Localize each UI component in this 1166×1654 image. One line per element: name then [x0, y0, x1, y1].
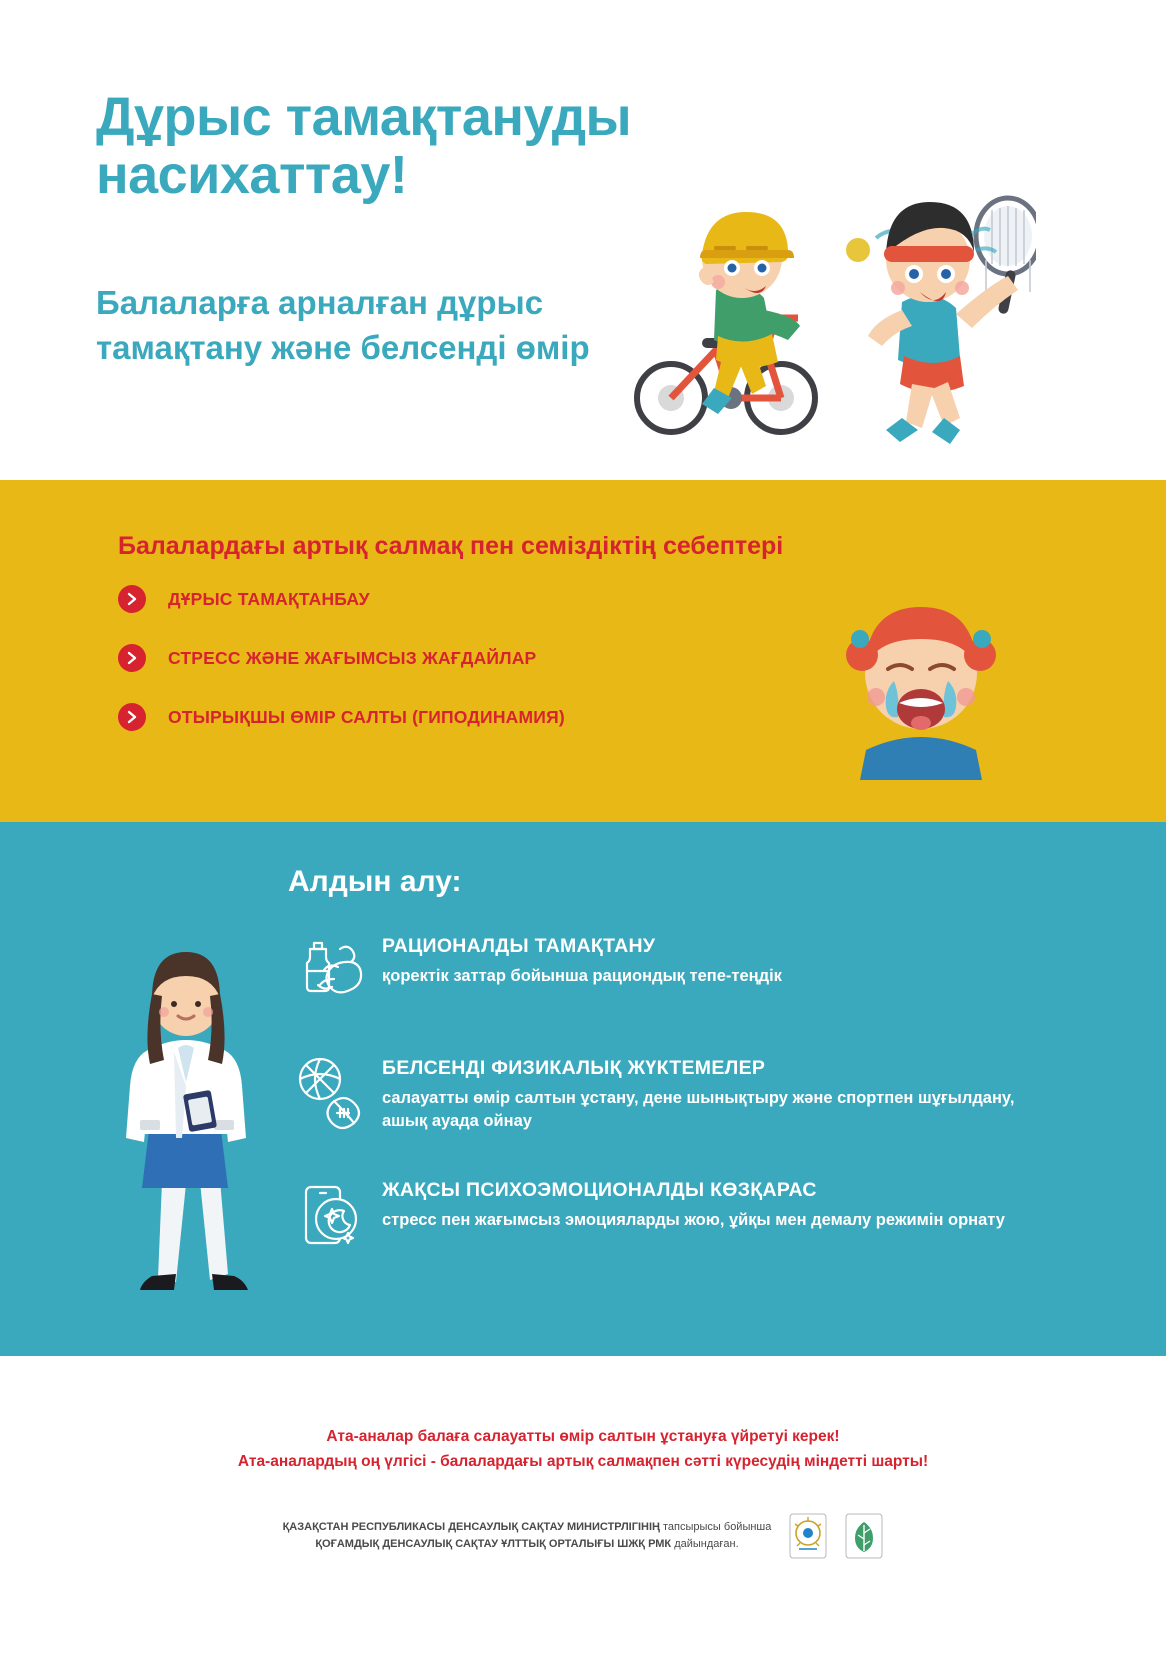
- chevron-right-icon: [118, 644, 146, 672]
- footer-credit: [0, 1513, 1166, 1559]
- page-title: Дұрыс тамақтануды насихаттау!: [96, 87, 632, 205]
- prevention-item-title: ЖАҚСЫ ПСИХОЭМОЦИОНАЛДЫ КӨЗҚАРАС: [382, 1179, 817, 1201]
- cause-label: ОТЫРЫҚШЫ ӨМІР САЛТЫ (ГИПОДИНАМИЯ): [168, 706, 565, 727]
- causes-section: [0, 480, 1166, 822]
- doctor-illustration: [90, 932, 280, 1332]
- cause-item: [118, 585, 878, 613]
- sleep-phone-icon: [288, 1173, 374, 1259]
- credit-text: [283, 1519, 772, 1553]
- credit-line2-thin: дайындаған.: [671, 1538, 739, 1550]
- kazakhstan-emblem-icon: [789, 1513, 827, 1559]
- prevention-item-desc: қоректік заттар бойынша рациондық тепе-теңдік: [382, 967, 782, 985]
- cause-item: [118, 703, 878, 731]
- prevention-item: [288, 927, 1078, 1015]
- crying-girl-illustration: [836, 585, 1006, 780]
- prevention-item: [288, 1049, 1078, 1137]
- footer-section: [0, 1356, 1166, 1654]
- header-section: [0, 0, 1166, 480]
- credit-line1-thin: тапсырысы бойынша: [659, 1521, 772, 1533]
- prevention-item-desc: салауатты өмір салтын ұстану, дене шынықтыру және спортпен шұғылдану, ашық ауада ойнау: [382, 1089, 1015, 1130]
- prevention-item-desc: стресс пен жағымсыз эмоцияларды жою, ұйқы мен демалу режимін орнату: [382, 1211, 1005, 1229]
- prevention-item: [288, 1171, 1078, 1259]
- prevention-heading: Алдын алу:: [288, 865, 462, 898]
- chevron-right-icon: [118, 585, 146, 613]
- footer-note-line2: Ата-аналардың оң үлгісі - балалардағы артық салмақпен сәтті күресудің міндетті шарты!: [237, 1453, 929, 1470]
- credit-line1-bold: ҚАЗАҚСТАН РЕСПУБЛИКАСЫ ДЕНСАУЛЫҚ САҚТАУ МИНИСТРЛІГІНІҢ: [282, 1521, 660, 1533]
- causes-list: [118, 585, 878, 762]
- chevron-right-icon: [118, 703, 146, 731]
- prevention-section: [0, 822, 1166, 1356]
- page-subtitle: Балаларға арналған дұрыс тамақтану және белсенді өмір: [96, 284, 590, 366]
- prevention-item-title: РАЦИОНАЛДЫ ТАМАҚТАНУ: [382, 935, 656, 957]
- causes-heading: Балалардағы артық салмақ пен семіздіктің себептері: [118, 532, 784, 560]
- header-illustration: [566, 150, 1036, 450]
- public-health-logo-icon: [845, 1513, 883, 1559]
- credit-line2-bold: ҚОҒАМДЫҚ ДЕНСАУЛЫҚ САҚТАУ ҰЛТТЫҚ ОРТАЛЫҒЫ ШЖҚ РМК: [315, 1538, 672, 1550]
- prevention-item-title: БЕЛСЕНДІ ФИЗИКАЛЫҚ ЖҮКТЕМЕЛЕР: [382, 1057, 766, 1079]
- cause-label: СТРЕСС ЖӘНЕ ЖАҒЫМСЫЗ ЖАҒДАЙЛАР: [168, 647, 537, 668]
- food-basket-icon: [288, 929, 374, 1015]
- footer-note: [0, 1424, 1166, 1474]
- prevention-list: [288, 927, 1078, 1293]
- cause-label: ДҰРЫС ТАМАҚТАНБАУ: [168, 588, 370, 609]
- cause-item: [118, 644, 878, 672]
- footer-note-line1: Ата-аналар балаға салауатты өмір салтын ұстануға үйретуі керек!: [326, 1428, 840, 1445]
- sport-balls-icon: [288, 1051, 374, 1137]
